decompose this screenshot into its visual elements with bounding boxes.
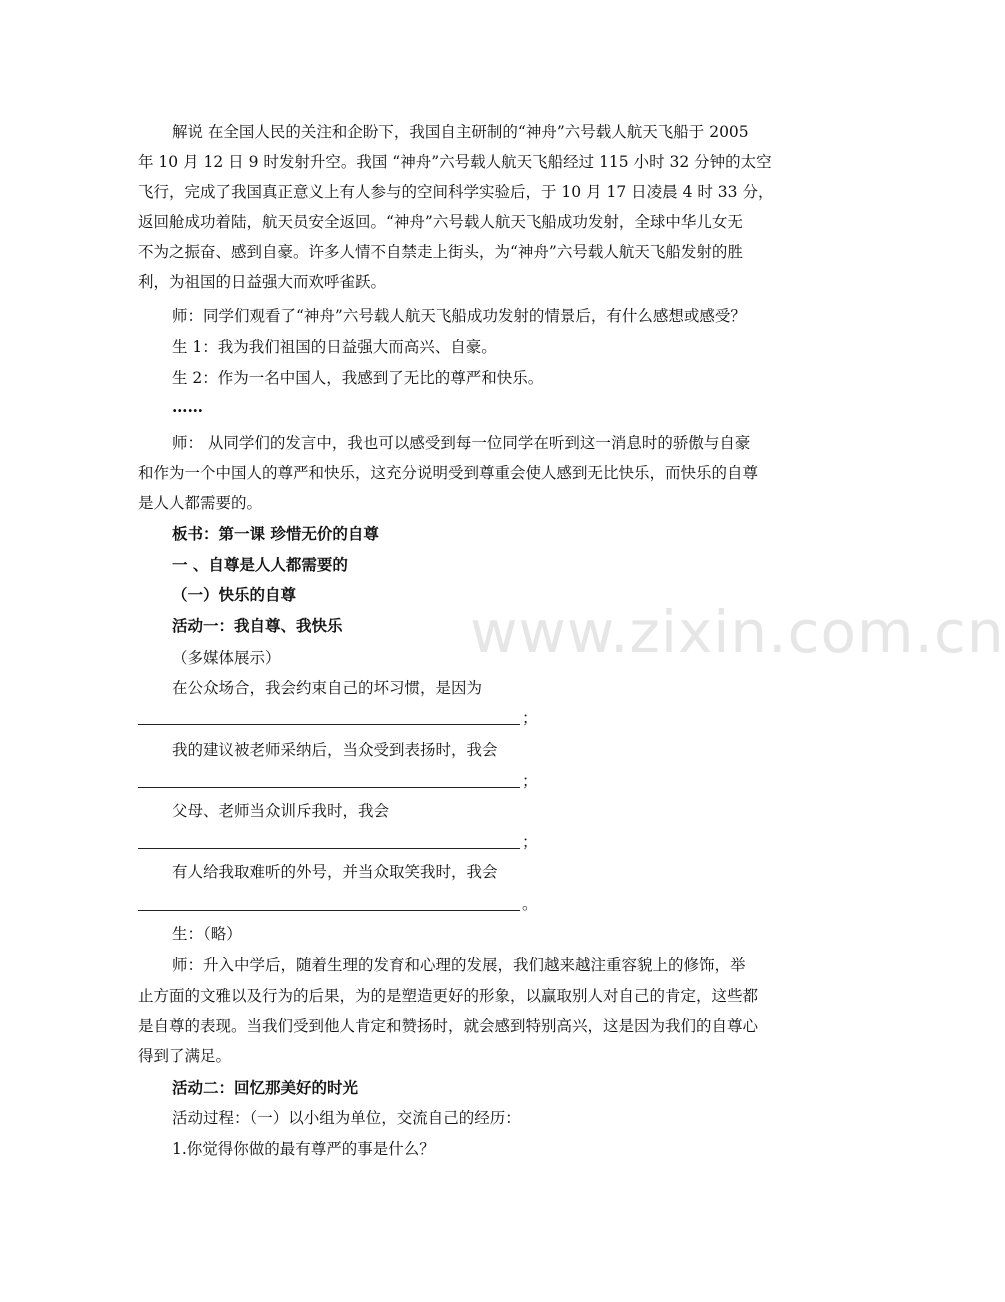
answer-blank-1: [138, 704, 520, 725]
answer-blank-2: [138, 767, 520, 788]
activity-2-heading: 活动二：回忆那美好的时光: [172, 1078, 359, 1097]
answer-blank-3: [138, 828, 520, 849]
narration-line-2: 年 10 月 12 日 9 时发射升空。我国 “神舟”六号载人航天飞船经过 115 小时 32 分钟的太空: [138, 153, 772, 171]
student-response: 生：（略）: [172, 925, 242, 943]
narration-line-5: 不为之振奋、感到自豪。许多人情不自禁走上街头，为“神舟”六号载人航天飞船发射的胜: [138, 243, 743, 261]
activity-1-heading: 活动一：我自尊、我快乐: [172, 616, 343, 635]
narration-line-3: 飞行，完成了我国真正意义上有人参与的空间科学实验后，于 10 月 17 日凌晨 4 时 33 分，: [138, 183, 774, 201]
teacher-summary-line-1: 师： 从同学们的发言中，我也可以感受到每一位同学在听到这一消息时的骄傲与自豪: [172, 434, 751, 452]
teacher-summary-line-3: 是人人都需要的。: [138, 494, 263, 512]
ellipsis: ……: [172, 397, 203, 416]
teacher-question: 师：同学们观看了“神舟”六号载人航天飞船成功发射的情景后，有什么感想或感受？: [172, 307, 746, 325]
activity-process: 活动过程：（一）以小组为单位，交流自己的经历：: [172, 1109, 521, 1127]
teacher-explanation-line-3: 是自尊的表现。当我们受到他人肯定和赞扬时，就会感到特别高兴，这是因为我们的自尊心: [138, 1017, 759, 1035]
subsection-heading-1: （一）快乐的自尊: [172, 585, 297, 604]
narration-line-1: 解说 在全国人民的关注和企盼下，我国自主研制的“神舟”六号载人航天飞船于 2005: [172, 123, 749, 141]
answer-4-punct: 。: [522, 895, 538, 913]
teacher-explanation-line-1: 师：升入中学后，随着生理的发育和心理的发展，我们越来越注重容貌上的修饰，举: [172, 956, 746, 974]
board-heading: 板书：第一课 珍惜无价的自尊: [172, 524, 379, 543]
media-note: （多媒体展示）: [172, 649, 281, 667]
site-watermark: www.zixin.com.cn: [470, 598, 1005, 666]
narration-line-4: 返回舱成功着陆，航天员安全返回。“神舟”六号载人航天飞船成功发射，全球中华儿女无: [138, 213, 743, 231]
student-1-answer: 生 1：我为我们祖国的日益强大而高兴、自豪。: [172, 338, 497, 356]
answer-2-punct: ；: [522, 772, 538, 790]
teacher-explanation-line-2: 止方面的文雅以及行为的后果，为的是塑造更好的形象，以赢取别人对自己的肯定，这些都: [138, 987, 759, 1005]
student-2-answer: 生 2：作为一名中国人，我感到了无比的尊严和快乐。: [172, 369, 544, 387]
narration-line-6: 利，为祖国的日益强大而欢呼雀跃。: [138, 273, 387, 291]
teacher-summary-line-2: 和作为一个中国人的尊严和快乐，这充分说明受到尊重会使人感到无比快乐，而快乐的自尊: [138, 464, 759, 482]
answer-3-punct: ；: [522, 833, 538, 851]
question-1: 在公众场合，我会约束自己的坏习惯，是因为: [172, 679, 483, 697]
teacher-explanation-line-4: 得到了满足。: [138, 1047, 232, 1065]
section-heading-1: 一 、自尊是人人都需要的: [172, 555, 348, 574]
discussion-item-1: 1.你觉得你做的最有尊严的事是什么？: [172, 1140, 435, 1158]
question-4: 有人给我取难听的外号，并当众取笑我时，我会: [172, 863, 498, 881]
answer-1-punct: ；: [522, 709, 538, 727]
answer-blank-4: [138, 890, 520, 911]
question-2: 我的建议被老师采纳后，当众受到表扬时，我会: [172, 741, 498, 759]
question-3: 父母、老师当众训斥我时，我会: [172, 802, 390, 820]
